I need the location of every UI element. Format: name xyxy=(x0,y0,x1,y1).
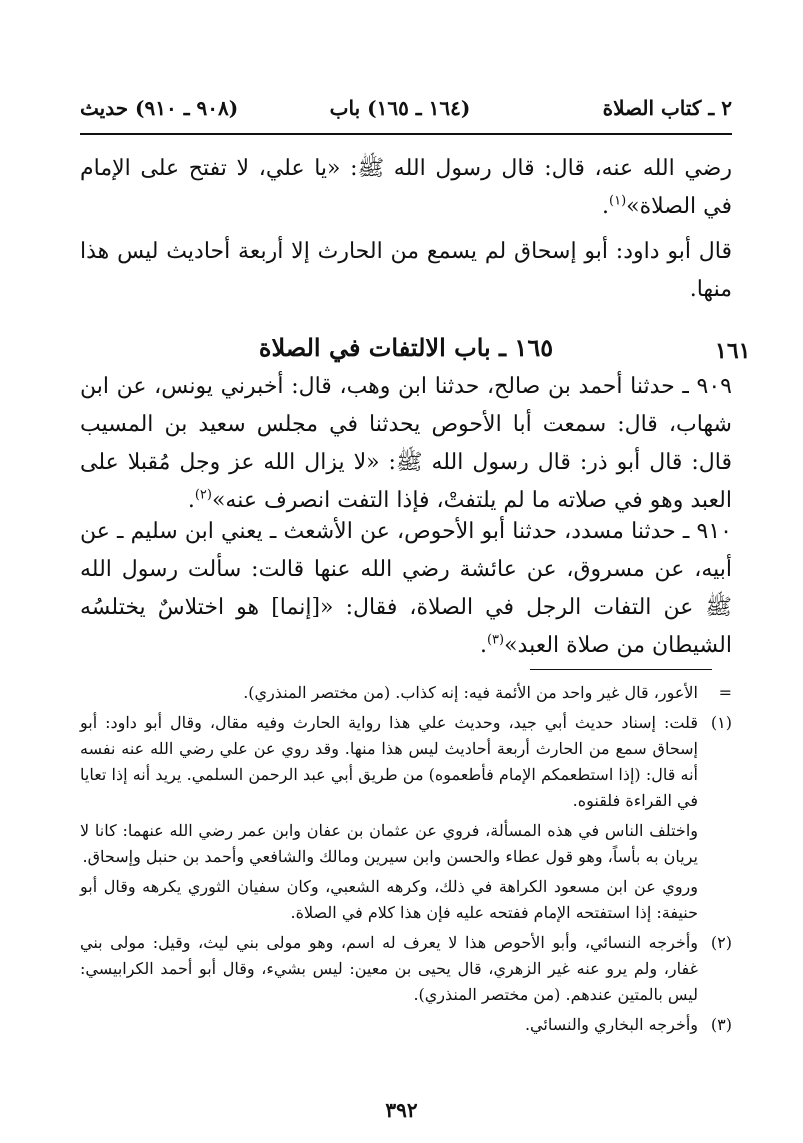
footnote-item xyxy=(80,874,732,926)
footnote-text: واختلف الناس في هذه المسألة، فروي عن عثمان بن عفان وابن عمر رضي الله عنهما: كانا لا يريان به بأساً، وهو قول عطاء والحسن وابن سيرين ومالك والشافعي وأحمد بن حنبل وإسحاق. xyxy=(80,821,698,866)
footnote-mark: (١) xyxy=(710,713,732,732)
hadith-909 xyxy=(80,368,732,520)
hadith-910-end: . xyxy=(479,633,487,658)
footnote-item xyxy=(80,710,732,814)
hadith-910-text: ٩١٠ ـ حدثنا مسدد، حدثنا أبو الأحوص، عن الأشعث ـ يعني ابن سليم ـ عن أبيه، عن مسروق، عن عائشة رضي الله عنها قالت: سألت رسول الله ﷺ عن التفات الرجل في الصلاة، فقال: «[إنما] هو اختلاسٌ يختلسُه الشيطان من صلاة العبد» xyxy=(80,519,732,658)
paragraph-1 xyxy=(80,150,732,226)
paragraph-2 xyxy=(80,233,732,309)
paragraph-1-text: رضي الله عنه، قال: قال رسول الله ﷺ: «يا علي، لا تفتح على الإمام في الصلاة» xyxy=(80,156,732,219)
footnote-item xyxy=(80,680,732,706)
page-number: ٣٩٢ xyxy=(385,1098,418,1122)
footnote-text: وروي عن ابن مسعود الكراهة في ذلك، وكرهه الشعبي، وكان سفيان الثوري يكرهه وقال أبو حنيفة: إذا استفتحه الإمام ففتحه عليه فإن هذا كلام في الصلاة. xyxy=(80,877,698,922)
section-range: (١٦٤ ـ ١٦٥) باب xyxy=(329,96,471,120)
footnote-ref-3[interactable]: (٣) xyxy=(486,632,505,648)
running-header xyxy=(80,96,732,130)
footnotes xyxy=(80,680,732,1042)
hadith-range: (٩٠٨ ـ ٩١٠) حديث xyxy=(80,96,239,120)
hadith-909-text: ٩٠٩ ـ حدثنا أحمد بن صالح، حدثنا ابن وهب، قال: أخبرني يونس، عن ابن شهاب، قال: سمعت أبا الأحوص يحدثنا في مجلس سعيد بن المسيب قال: قال أبو ذر: قال رسول الله ﷺ: «لا يزال الله عز وجل مُقبلا على العبد وهو في صلاته ما لم يلتفتْ، فإذا التفت انصرف عنه» xyxy=(80,374,732,513)
header-rule xyxy=(80,133,732,135)
chapter-title: ٢ ـ كتاب الصلاة xyxy=(602,96,732,120)
footnote-item xyxy=(80,930,732,1008)
footnote-text: وأخرجه البخاري والنسائي. xyxy=(524,1015,698,1034)
footnote-item xyxy=(80,818,732,870)
footnote-rule xyxy=(530,669,712,670)
hadith-910 xyxy=(80,513,732,665)
footnote-text: الأعور، قال غير واحد من الأئمة فيه: إنه كذاب. (من مختصر المنذري). xyxy=(243,683,698,702)
footnote-text: وأخرجه النسائي، وأبو الأحوص هذا لا يعرف له اسم، وهو مولى بني ليث، وقيل: مولى بني غفار، ولم يرو عنه غير الزهري، قال يحيى بن معين: ليس بشيء، وقال أبو أحمد الكرابيسي: ليس بالمتين عندهم. (من مختصر المنذري). xyxy=(80,933,699,1004)
paragraph-1-end: . xyxy=(602,194,609,219)
footnote-mark: = xyxy=(718,683,732,702)
footnote-mark: (٢) xyxy=(710,933,732,952)
footnote-ref-2[interactable]: (٢) xyxy=(194,487,212,503)
footnote-text: قلت: إسناد حديث أبي جيد، وحديث علي هذا رواية الحارث وفيه مقال، وقال أبو داود: أبو إسحاق سمع من الحارث أربعة أحاديث ليس هذا منها. وقد روي عن علي رضي الله عنه نفسه أنه قال: (إذا استطعمكم الإمام فأطعموه) من طريق أبي عبد الرحمن السلمي. يريد أنه إذا تعايا في القراءة فلقنوه. xyxy=(80,713,698,810)
footnote-item xyxy=(80,1012,732,1038)
chapter-heading: ١٦٥ ـ باب الالتفات في الصلاة xyxy=(258,333,554,362)
footnote-ref-1[interactable]: (١) xyxy=(609,193,627,209)
paragraph-2-text: قال أبو داود: أبو إسحاق لم يسمع من الحارث إلا أربعة أحاديث ليس هذا منها. xyxy=(80,239,732,302)
footnote-mark: (٣) xyxy=(710,1015,732,1034)
margin-number: ١٦١ xyxy=(715,338,751,364)
hadith-909-end: . xyxy=(187,488,195,513)
